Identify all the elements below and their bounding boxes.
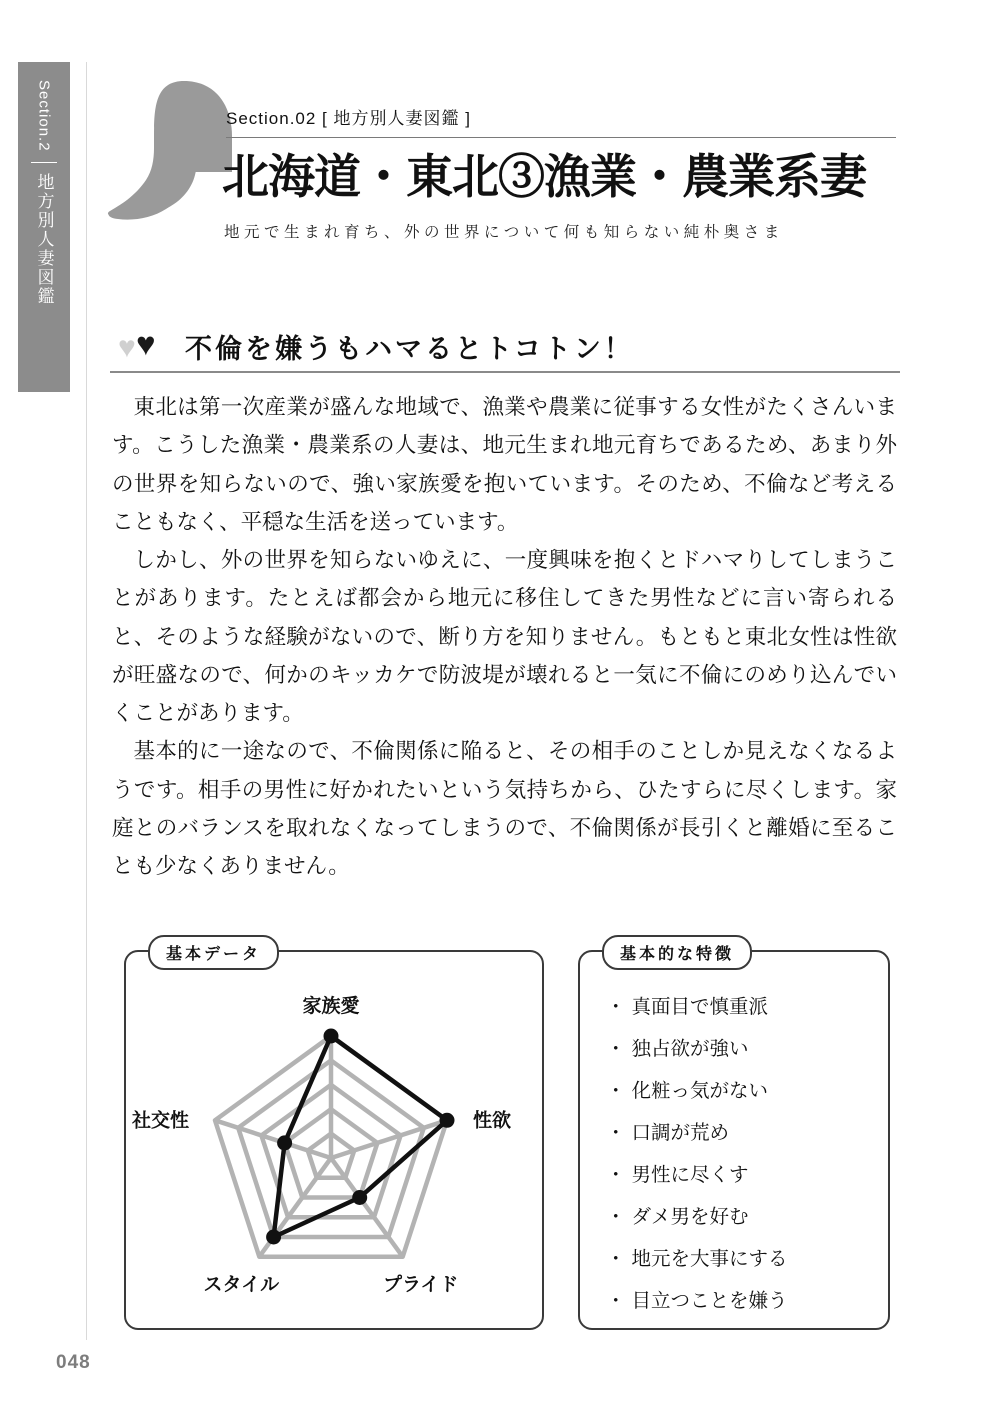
bullet-icon: ・ bbox=[606, 1248, 626, 1271]
radar-axis-label: 性欲 bbox=[473, 1110, 512, 1132]
article-body bbox=[112, 388, 897, 885]
list-item bbox=[606, 1240, 874, 1278]
list-item bbox=[606, 1282, 874, 1320]
list-item bbox=[606, 1198, 874, 1236]
list-item-label: ダメ男を好む bbox=[631, 1206, 749, 1229]
paragraph: 基本的に一途なので、不倫関係に陥ると、その相手のことしか見えなくなるようです。相手の男性に好かれたいという気持ちから、ひたすらに尽くします。家庭とのバランスを取れなくなってしまうので、不倫関係が長引くと離婚に至ることも少なくありません。 bbox=[112, 739, 897, 879]
paragraph: 東北は第一次産業が盛んな地域で、漁業や農業に従事する女性がたくさんいます。こうした漁業・農業系の人妻は、地元生まれ地元育ちであるため、あまり外の世界を知らないので、強い家族愛を抱いています。そのため、不倫など考えることもなく、平穏な生活を送っています。 bbox=[112, 395, 897, 534]
side-tab-title: 地方別人妻図鑑 bbox=[34, 172, 54, 306]
traits-panel-title: 基本的な特徴 bbox=[602, 935, 752, 970]
bullet-icon: ・ bbox=[606, 996, 626, 1018]
bullet-icon: ・ bbox=[606, 1080, 626, 1103]
section-label-row bbox=[226, 104, 896, 138]
list-item bbox=[606, 1030, 874, 1068]
radar-axis-label: スタイル bbox=[203, 1274, 280, 1296]
basic-data-panel-title: 基本データ bbox=[148, 935, 279, 970]
list-item bbox=[606, 1072, 874, 1110]
radar-axis-label: 家族愛 bbox=[302, 996, 360, 1017]
list-item-label: 男性に尽くす bbox=[631, 1164, 749, 1187]
radar-axis-label: プライド bbox=[382, 1274, 459, 1296]
bullet-icon: ・ bbox=[606, 1206, 626, 1229]
list-item bbox=[606, 988, 874, 1026]
bullet-icon: ・ bbox=[606, 1290, 626, 1313]
page-subtitle: 地元で生まれ育ち、外の世界について何も知らない純朴奥さま bbox=[224, 224, 784, 241]
list-item bbox=[606, 1114, 874, 1152]
list-item-label: 目立つことを嫌う bbox=[631, 1290, 788, 1313]
radar-chart bbox=[126, 966, 546, 1326]
side-tab-divider bbox=[31, 162, 57, 163]
list-item bbox=[606, 1156, 874, 1194]
page-header bbox=[106, 78, 896, 288]
page-number: 048 bbox=[56, 1352, 91, 1373]
lead-heading: 不倫を嫌うもハマるとトコトン！ bbox=[185, 334, 634, 364]
list-item-label: 地元を大事にする bbox=[631, 1248, 788, 1271]
lead-heading-row bbox=[110, 325, 900, 373]
bullet-icon: ・ bbox=[606, 1038, 626, 1061]
heart-icon-front: ♥ bbox=[136, 325, 156, 362]
list-item-label: 口調が荒め bbox=[631, 1122, 730, 1145]
content-vertical-rule bbox=[86, 62, 87, 1340]
page-title: 北海道・東北③漁業・農業系妻 bbox=[222, 150, 866, 203]
list-item-label: 化粧っ気がない bbox=[631, 1080, 769, 1103]
radar-axis-label: 社交性 bbox=[131, 1110, 189, 1132]
side-tab bbox=[18, 62, 70, 392]
traits-panel bbox=[578, 946, 890, 1330]
side-tab-section: Section.2 bbox=[35, 80, 53, 152]
list-item-label: 真面目で慎重派 bbox=[631, 996, 769, 1018]
paragraph: しかし、外の世界を知らないゆえに、一度興味を抱くとドハマりしてしまうことがあります。たとえば都会から地元に移住してきた男性などに言い寄られると、そのような経験がないので、断り方を知りません。もともと東北女性は性欲が旺盛なので、何かのキッカケで防波堤が壊れると一気に不倫にのめり込んでいくことがあります。 bbox=[112, 548, 897, 726]
lead-underline bbox=[110, 371, 900, 373]
bullet-icon: ・ bbox=[606, 1164, 626, 1187]
traits-list bbox=[606, 988, 874, 1320]
list-item-label: 独占欲が強い bbox=[631, 1038, 749, 1061]
basic-data-panel bbox=[124, 946, 544, 1330]
heart-icon-back: ♥ bbox=[118, 331, 136, 364]
radar-chart-svg bbox=[126, 966, 546, 1326]
section-label: Section.02 [ 地方別人妻図鑑 ] bbox=[226, 109, 471, 128]
woman-silhouette-icon bbox=[106, 80, 236, 225]
bullet-icon: ・ bbox=[606, 1122, 626, 1145]
